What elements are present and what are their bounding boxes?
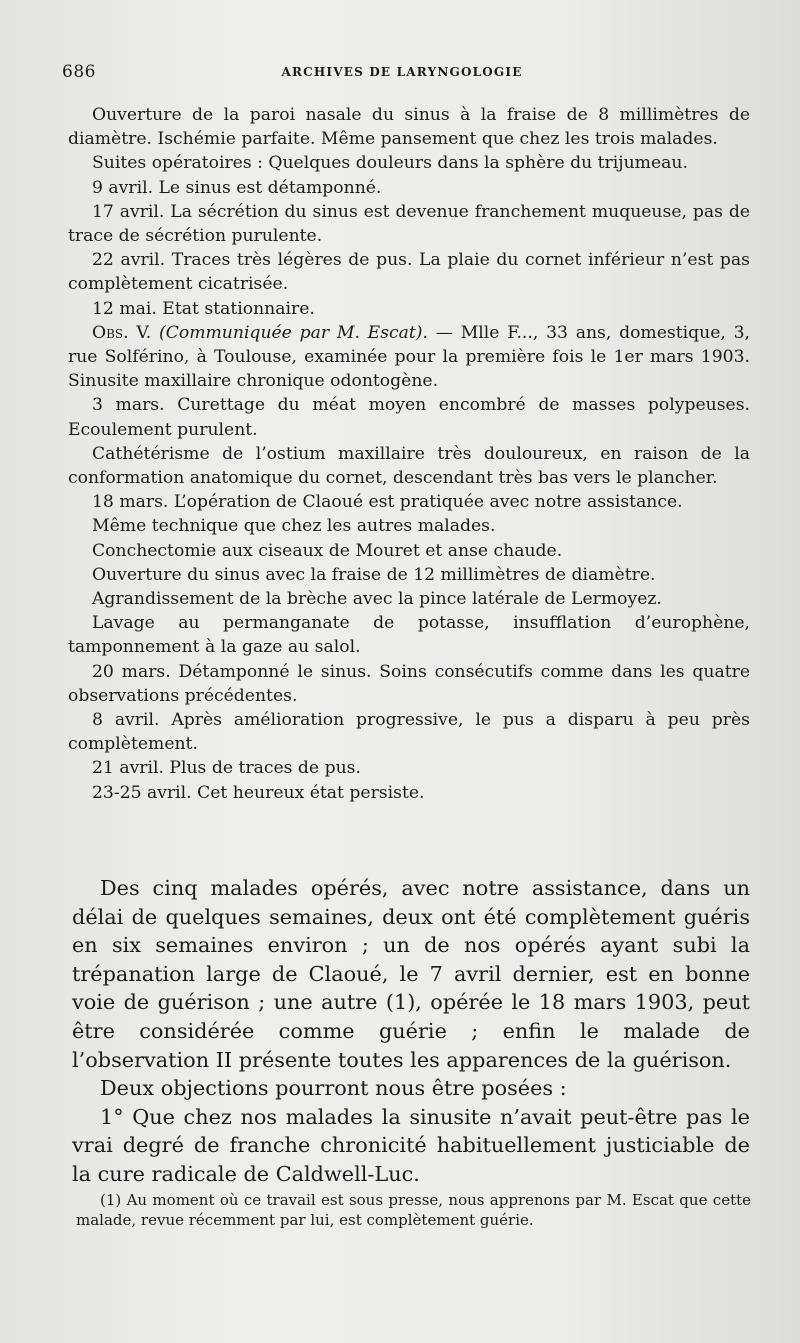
paragraph: 23-25 avril. Cet heureux état persiste. — [92, 782, 425, 803]
page-number: 686 — [62, 62, 96, 82]
paragraph: Cathétérisme de l’ostium maxillaire très douloureux, en raison de la conformation anatomique du cornet, descendant très bas vers le plancher. — [68, 443, 750, 489]
paragraph: 1° Que chez nos malades la sinusite n’avait peut-être pas le vrai degré de franche chronicité habituellement justiciable de la cure radicale de Caldwell-Luc. — [72, 1104, 750, 1186]
paragraph: Suites opératoires : Quelques douleurs dans la sphère du trijumeau. — [92, 153, 688, 174]
paragraph: 22 avril. Traces très légères de pus. La plaie du cornet inférieur n’est pas complètement cicatrisée. — [68, 250, 750, 295]
conclusion-text — [72, 874, 750, 1189]
paragraph: 17 avril. La sécrétion du sinus est devenue franchement muqueuse, pas de trace de sécrétion purulente. — [68, 201, 750, 247]
observation-details: — Mlle F..., 33 ans, domestique, 3, rue Solférino, à Toulouse, examinée pour la première fois le 1er mars 1903. Sinusite maxillaire chronique odontogène. — [68, 322, 750, 392]
paragraph: Lavage au permanganate de potasse, insufflation d’europhène, tamponnement à la gaze au salol. — [68, 613, 750, 658]
paragraph: 9 avril. Le sinus est détamponné. — [92, 177, 382, 198]
observation-credit: (Communiquée par M. Escat). — [159, 322, 428, 343]
observation-text — [68, 103, 750, 805]
paragraph: 3 mars. Curettage du méat moyen encombré de masses polypeuses. Ecoulement purulent. — [68, 395, 750, 440]
page-header — [62, 62, 742, 88]
paragraph: Agrandissement de la brèche avec la pince latérale de Lermoyez. — [92, 589, 662, 610]
paragraph: 21 avril. Plus de traces de pus. — [92, 758, 361, 779]
running-title: ARCHIVES DE LARYNGOLOGIE — [281, 65, 523, 79]
paragraph: Deux objections pourront nous être posées : — [100, 1076, 567, 1101]
paragraph: 20 mars. Détamponné le sinus. Soins consécutifs comme dans les quatre observations précédentes. — [68, 661, 750, 706]
paragraph: Ouverture de la paroi nasale du sinus à la fraise de 8 millimètres de diamètre. Ischémie parfaite. Même pansement que chez les trois malades. — [68, 105, 750, 150]
paragraph: Conchectomie aux ciseaux de Mouret et anse chaude. — [92, 540, 563, 561]
paragraph: Ouverture du sinus avec la fraise de 12 millimètres de diamètre. — [92, 564, 656, 585]
observation-label: Obs. V. — [92, 322, 152, 343]
footnote — [76, 1190, 751, 1230]
paragraph: 8 avril. Après amélioration progressive, le pus a disparu à peu près complètement. — [68, 710, 750, 755]
observation-heading — [68, 321, 750, 394]
paragraph: Des cinq malades opérés, avec notre assistance, dans un délai de quelques semaines, deux ont été complètement guéris en six semaines environ ; un de nos opérés ayant subi la trépanation large de Claoué, le 7 avril dernier, est en bonne voie de guérison ; une autre (1), opérée le 18 mars 1903, peut être considérée comme guérie ; enfin le malade de l’observation II présente toutes les apparences de la guérison. — [72, 876, 750, 1072]
paragraph: Même technique que chez les autres malades. — [92, 516, 496, 537]
paragraph: 18 mars. L’opération de Claoué est pratiquée avec notre assistance. — [92, 492, 683, 513]
paragraph: 12 mai. Etat stationnaire. — [92, 298, 315, 319]
footnote-text: (1) Au moment où ce travail est sous presse, nous apprenons par M. Escat que cette malade, revue récemment par lui, est complètement guérie. — [76, 1191, 751, 1229]
